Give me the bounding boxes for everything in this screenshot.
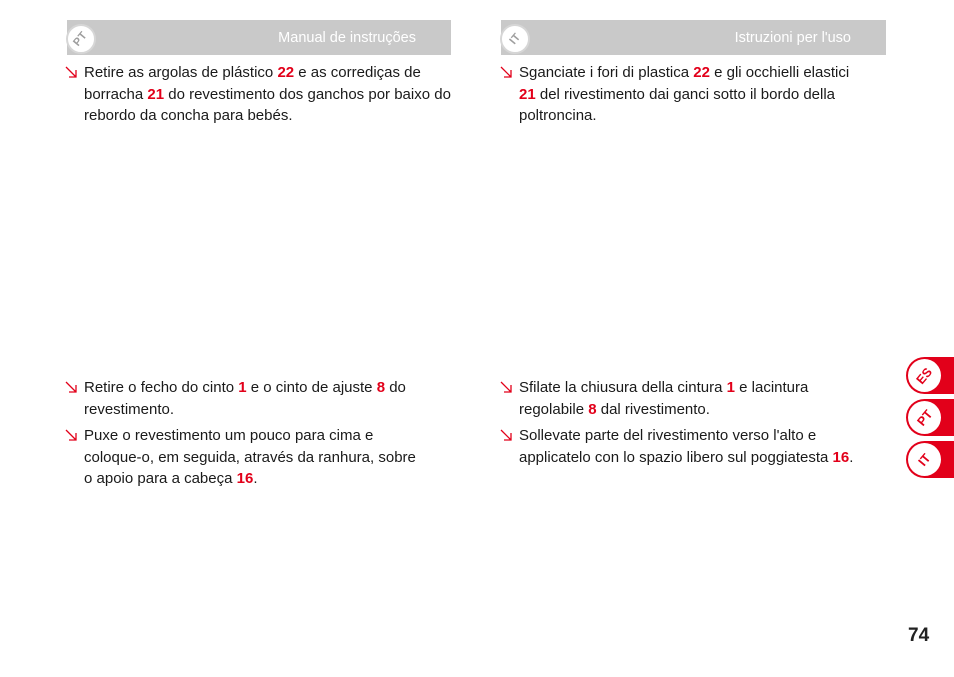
header-title-it: Istruzioni per l'uso — [734, 30, 851, 46]
instruction-paragraph: Retire as argolas de plástico 22 e as corrediças de borracha 21 do revestimento dos ganchos por baixo do rebordo da concha para bebés. — [65, 62, 455, 127]
header-bar-pt — [67, 20, 451, 55]
language-badge-it: IT — [500, 24, 530, 54]
instruction-paragraph: Puxe o revestimento um pouco para cima e coloque-o, em seguida, através da ranhura, sobre o apoio para a cabeça 16. — [65, 425, 425, 490]
side-tab-it[interactable]: IT — [906, 441, 954, 478]
part-number: 16 — [832, 448, 850, 466]
step-arrow-icon — [500, 66, 513, 80]
part-number: 22 — [277, 64, 295, 81]
step-arrow-icon — [500, 429, 513, 443]
language-badge-pt: PT — [66, 24, 96, 54]
header-title-pt: Manual de instruções — [278, 30, 416, 46]
side-tab-es[interactable]: ES — [906, 357, 954, 394]
step-arrow-icon — [65, 66, 78, 80]
step-arrow-icon — [500, 381, 513, 395]
part-number: 8 — [588, 400, 597, 418]
page-number: 74 — [908, 625, 930, 646]
instruction-paragraph: Sganciate i fori di plastica 22 e gli occhielli elastici 21 del rivestimento dai ganci sotto il bordo della poltroncina. — [500, 62, 860, 127]
instruction-paragraph: Sollevate parte del rivestimento verso l'alto e applicatelo con lo spazio libero sul poggiatesta 16. — [500, 425, 885, 468]
part-number: 21 — [147, 85, 165, 103]
part-number: 1 — [726, 379, 735, 396]
step-arrow-icon — [65, 381, 78, 395]
part-number: 1 — [238, 379, 247, 396]
part-number: 16 — [236, 470, 254, 487]
part-number: 22 — [693, 64, 710, 81]
header-bar-it — [501, 20, 886, 55]
instruction-paragraph: Sfilate la chiusura della cintura 1 e lacintura regolabile 8 dal rivestimento. — [500, 377, 860, 420]
step-arrow-icon — [65, 429, 78, 443]
instruction-paragraph: Retire o fecho do cinto 1 e o cinto de ajuste 8 do revestimento. — [65, 377, 455, 420]
part-number: 21 — [519, 85, 536, 103]
side-tab-pt[interactable]: PT — [906, 399, 954, 436]
part-number: 8 — [376, 379, 386, 396]
